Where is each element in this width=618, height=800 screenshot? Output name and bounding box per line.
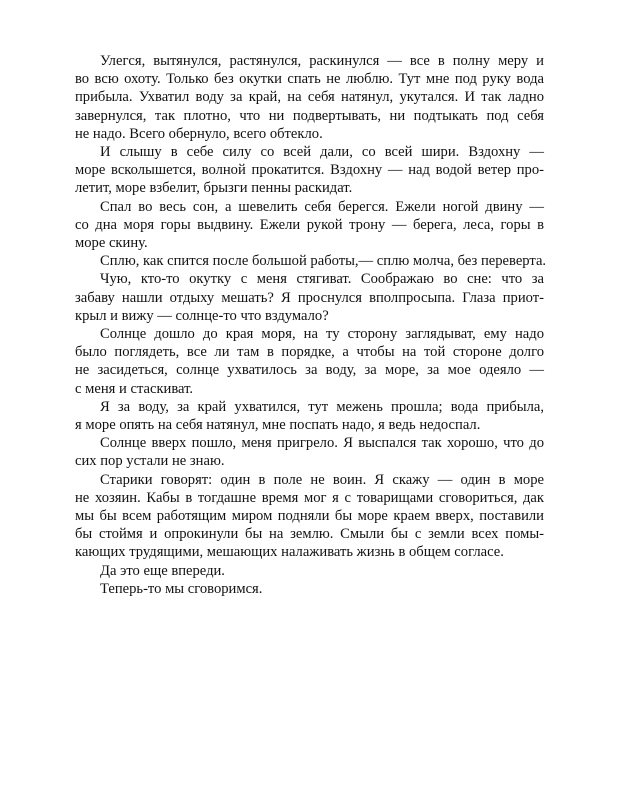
- text-line: было поглядеть, все ли там в порядке, а чтобы на той стороне долго: [75, 344, 544, 361]
- text-line: не хозяин. Кабы в тогдашне время мог я с товарищами сговориться, дак: [75, 489, 544, 506]
- paragraph: [75, 471, 544, 562]
- text-line: кающих трудящими, мешающих налаживать жизнь в общем согласе.: [75, 544, 504, 561]
- text-line: я море опять на себя натянул, мне поспать надо, я ведь недоспал.: [75, 417, 481, 434]
- paragraph: [75, 434, 544, 470]
- text-line: море скину.: [75, 235, 148, 252]
- text-line: не надо. Всего обернуло, всего обтекло.: [75, 125, 323, 142]
- text-line: море всколышется, волной прокатится. Вздохну — над водой ветер про-: [75, 162, 544, 179]
- text-line: мы бы всем работящим миром подняли бы море краем вверх, поставили: [75, 508, 544, 525]
- text-line: во всю охоту. Только без окутки спать не люблю. Тут мне под руку вода: [75, 71, 544, 88]
- paragraph: [75, 580, 544, 598]
- text-line: прибыла. Ухватил воду за край, на себя натянул, укутался. И так ладно: [75, 89, 544, 106]
- text-line: крыл и вижу — солнце-то что вздумало?: [75, 307, 329, 324]
- paragraph: [75, 325, 544, 398]
- text-line: сих пор устали не знаю.: [75, 453, 225, 470]
- text-line: Старики говорят: один в поле не воин. Я скажу — один в море: [100, 471, 544, 488]
- paragraph: [75, 562, 544, 580]
- text-line: И слышу в себе силу со всей дали, со всей шири. Вздохну —: [100, 144, 544, 161]
- paragraph: [75, 198, 544, 253]
- paragraph: [75, 52, 544, 143]
- text-line: Солнце вверх пошло, меня пригрело. Я выспался так хорошо, что до: [100, 435, 544, 452]
- text-line: Солнце дошло до края моря, на ту сторону заглядыват, ему надо: [100, 326, 544, 343]
- text-line: летит, море взбелит, брызги пенны раскидат.: [75, 180, 353, 197]
- text-line: бы стоймя и опрокинули бы на землю. Смыли бы с земли всех помы-: [75, 526, 544, 543]
- text-line: забаву нашли отдыху мешать? Я проснулся вполпросыпа. Глаза приот-: [75, 289, 544, 306]
- text-line: завернулся, так плотно, что ни подвертывать, ни подтыкать под себя: [75, 107, 544, 124]
- story-text: [75, 52, 547, 598]
- text-line: Сплю, как спится после большой работы,— сплю молча, без переверта.: [100, 253, 547, 270]
- text-line: Чую, кто-то окутку с меня стягиват. Соображаю во сне: что за: [100, 271, 544, 288]
- text-line: Улегся, вытянулся, растянулся, раскинулся — все в полну меру и: [100, 53, 544, 69]
- paragraph: [75, 398, 544, 434]
- text-line: со дна моря горы выдвину. Ежели рукой трону — берега, леса, горы в: [75, 216, 544, 233]
- text-line: Теперь-то мы сговоримся.: [100, 580, 263, 597]
- text-line: с меня и стаскиват.: [75, 380, 194, 397]
- paragraph: [75, 143, 544, 198]
- text-line: Да это еще впереди.: [100, 562, 225, 579]
- text-line: Я за воду, за край ухватился, тут межень прошла; вода прибыла,: [100, 398, 544, 415]
- paragraph: [75, 270, 544, 325]
- text-line: Спал во весь сон, а шевелить себя берегся. Ежели ногой двину —: [100, 198, 544, 215]
- paragraph: [75, 252, 547, 270]
- text-line: не засидеться, солнце ухватилось за воду, за море, за мое одеяло —: [75, 362, 544, 379]
